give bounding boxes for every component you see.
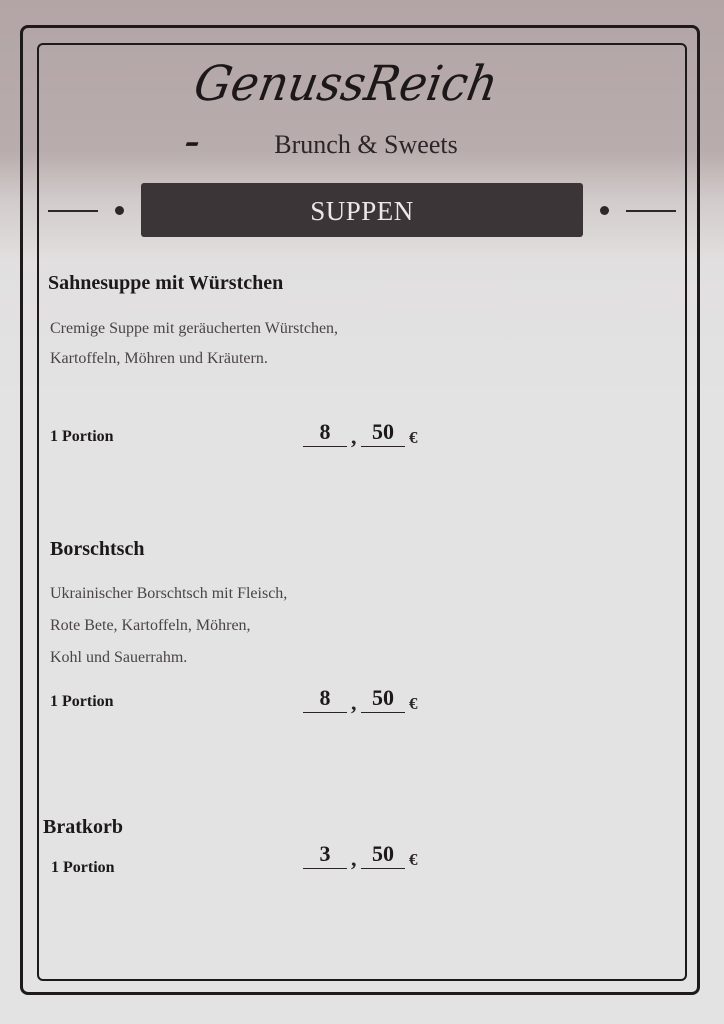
- banner-line-left: [48, 210, 98, 212]
- portion-label: 1 Portion: [51, 859, 115, 876]
- currency-symbol: €: [409, 694, 418, 713]
- price-whole: 3: [303, 842, 347, 869]
- item-description-line: Cremige Suppe mit geräucherten Würstchen,: [50, 320, 339, 337]
- price-cents: 50: [361, 420, 405, 447]
- item-title: Bratkorb: [43, 816, 123, 838]
- currency-symbol: €: [409, 850, 418, 869]
- item-description-line: Ukrainischer Borschtsch mit Fleisch,: [50, 585, 288, 602]
- price-comma: ,: [351, 424, 357, 449]
- price-comma: ,: [351, 690, 357, 715]
- price-whole: 8: [303, 686, 347, 713]
- section-banner: SUPPEN: [141, 183, 583, 237]
- item-description-line: Rote Bete, Kartoffeln, Möhren,: [50, 617, 251, 634]
- item-description-line: Kartoffeln, Möhren und Kräutern.: [50, 350, 268, 367]
- portion-label: 1 Portion: [50, 693, 114, 710]
- logo-text: GenussReich -: [180, 55, 503, 169]
- price-cents: 50: [361, 686, 405, 713]
- banner-dot-left: [115, 206, 124, 215]
- item-title: Sahnesuppe mit Würstchen: [48, 272, 284, 294]
- price-whole: 8: [303, 420, 347, 447]
- logo-subtitle: Brunch & Sweets: [274, 130, 458, 159]
- item-title: Borschtsch: [50, 538, 145, 560]
- portion-label: 1 Portion: [50, 428, 114, 445]
- banner-dot-right: [600, 206, 609, 215]
- banner-line-right: [626, 210, 676, 212]
- item-description-line: Kohl und Sauerrahm.: [50, 649, 188, 666]
- currency-symbol: €: [409, 428, 418, 447]
- price-comma: ,: [351, 846, 357, 871]
- price-cents: 50: [361, 842, 405, 869]
